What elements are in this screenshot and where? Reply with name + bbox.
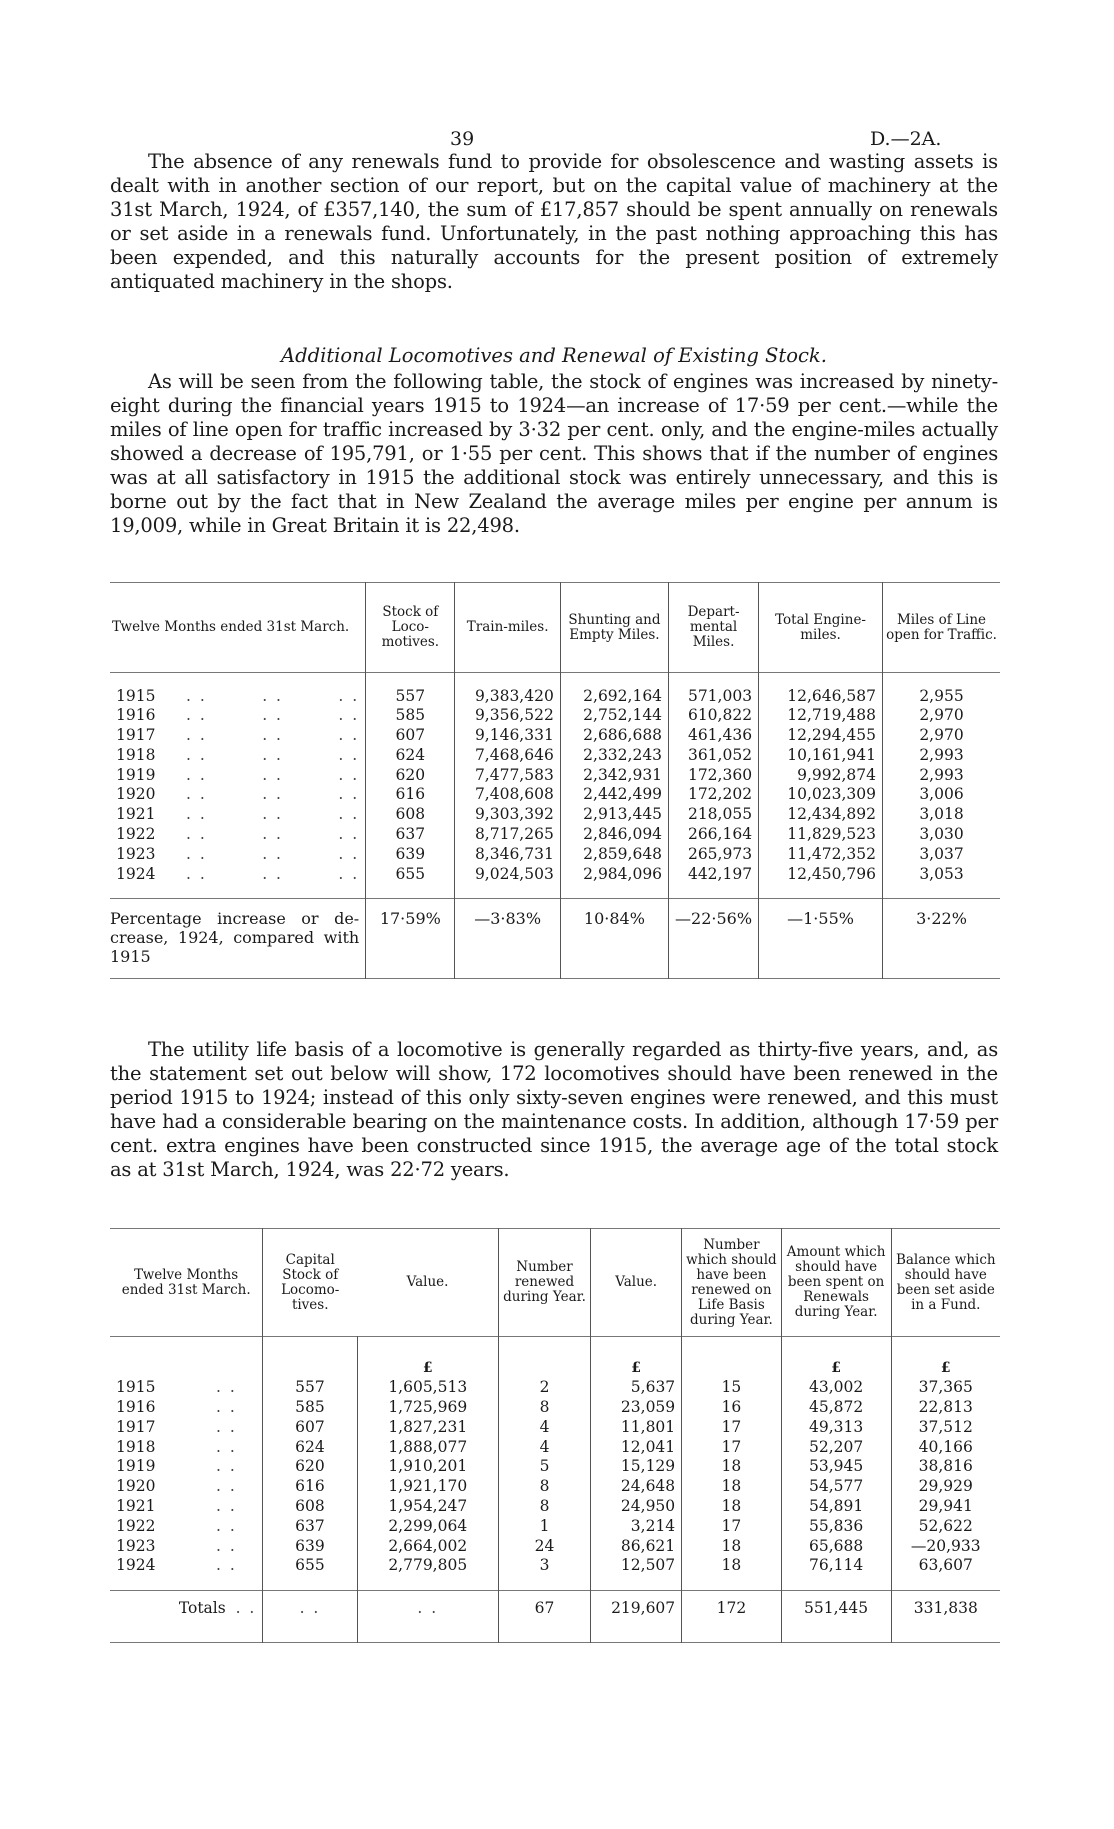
col-header-stock: Stock of Loco-motives.: [366, 583, 455, 673]
pct-shunting: 10·84%: [560, 898, 668, 978]
value-cell: 1,888,077: [357, 1438, 498, 1458]
total-engine-miles-cell: 12,434,892: [759, 805, 883, 825]
leader-dots: . . . . . .: [186, 706, 360, 725]
year-cell: [110, 706, 366, 726]
shunting-cell: 2,846,094: [560, 825, 668, 845]
total-engine-miles-cell: 11,472,352: [759, 845, 883, 865]
amount-cell: 65,688: [781, 1537, 891, 1557]
train-miles-cell: 8,346,731: [455, 845, 560, 865]
total-engine-miles-cell: 12,719,488: [759, 706, 883, 726]
year-label: 1918: [116, 745, 156, 764]
leader-dots: . . . . . .: [186, 745, 360, 764]
total-engine-miles-cell: 12,294,455: [759, 726, 883, 746]
year-label: 1923: [116, 844, 156, 863]
shunting-cell: 2,442,499: [560, 785, 668, 805]
renewed-value-cell: 11,801: [591, 1418, 682, 1438]
miles-of-line-cell: 2,993: [883, 766, 1000, 786]
shunting-cell: 2,692,164: [560, 687, 668, 707]
train-miles-cell: 7,468,646: [455, 746, 560, 766]
capital-stock-cell: 608: [263, 1497, 357, 1517]
leader-dots: . .: [216, 1536, 237, 1555]
value-cell: 1,827,231: [357, 1418, 498, 1438]
year-label: 1916: [116, 706, 156, 725]
table-row: [110, 706, 1000, 726]
year-label: 1916: [116, 1398, 156, 1417]
table-row: [110, 746, 1000, 766]
value-cell: 2,779,805: [357, 1556, 498, 1576]
amount-cell: 76,114: [781, 1556, 891, 1576]
year-label: 1922: [116, 825, 156, 844]
year-label: 1920: [116, 785, 156, 804]
totals-renewed: 67: [498, 1590, 590, 1642]
totals-stock: . .: [263, 1590, 357, 1642]
train-miles-cell: 9,356,522: [455, 706, 560, 726]
capital-stock-cell: 620: [263, 1457, 357, 1477]
year-cell: [110, 726, 366, 746]
departmental-cell: 610,822: [669, 706, 759, 726]
year-label: 1923: [116, 1536, 156, 1555]
capital-stock-cell: 624: [263, 1438, 357, 1458]
stock-cell: 639: [366, 845, 455, 865]
col-header-capital-stock: Capital Stock of Locomo-tives.: [263, 1229, 357, 1337]
table-row: [110, 766, 1000, 786]
leader-dots: . . . . . .: [186, 864, 360, 883]
year-cell: [110, 687, 366, 707]
total-engine-miles-cell: 10,023,309: [759, 785, 883, 805]
departmental-cell: 172,360: [669, 766, 759, 786]
leader-dots: . . . . . .: [186, 844, 360, 863]
shunting-cell: 2,913,445: [560, 805, 668, 825]
should-renew-cell: 15: [682, 1378, 781, 1398]
departmental-cell: 571,003: [669, 687, 759, 707]
renewed-value-cell: 23,059: [591, 1398, 682, 1418]
year-cell: [110, 1398, 263, 1418]
balance-cell: 38,816: [891, 1457, 1000, 1477]
departmental-cell: 361,052: [669, 746, 759, 766]
number-renewed-cell: 5: [498, 1457, 590, 1477]
stock-cell: 616: [366, 785, 455, 805]
should-renew-cell: 18: [682, 1537, 781, 1557]
shunting-cell: 2,686,688: [560, 726, 668, 746]
leader-dots: . .: [216, 1417, 237, 1436]
locomotive-renewals-table: [110, 1228, 1000, 1643]
number-renewed-cell: 2: [498, 1378, 590, 1398]
balance-cell: —20,933: [891, 1537, 1000, 1557]
year-cell: [110, 1438, 263, 1458]
year-cell: [110, 1497, 263, 1517]
leader-dots: . . . . . .: [186, 726, 360, 745]
number-renewed-cell: 1: [498, 1517, 590, 1537]
col-header-year: Twelve Months ended 31st March.: [121, 1266, 251, 1298]
capital-stock-cell: 585: [263, 1398, 357, 1418]
col-header-number-renewed: Number renewed during Year.: [498, 1229, 590, 1337]
should-renew-cell: 18: [682, 1457, 781, 1477]
currency-symbol: £: [781, 1359, 891, 1379]
paragraph-renewals-fund: The absence of any renewals fund to provide for obsolescence and wasting assets is dealt with in another section of our report, but on the capital value of machinery at the 31st March, 1924, of £357,140, the sum of £17,857 should be spent annually on renewals or set aside in a renewals fund. Unfortunately, in the past nothing approaching this has been expended, and this naturally accounts for the present position of extremely antiquated machinery in the shops.: [110, 150, 998, 293]
miles-of-line-cell: 2,970: [883, 726, 1000, 746]
table-row: [110, 1497, 1000, 1517]
paragraph-utility-life: The utility life basis of a locomotive is generally regarded as thirty-five years, and, as the statement set out below will show, 172 locomotives should have been renewed in the period 1915 to 1924; instead of this only sixty-seven engines were renewed, and this must have had a considerable bearing on the maintenance costs. In addition, although 17·59 per cent. extra engines have been constructed since 1915, the average age of the total stock as at 31st March, 1924, was 22·72 years.: [110, 1038, 998, 1181]
year-cell: [110, 1477, 263, 1497]
table-row: [110, 687, 1000, 707]
train-miles-cell: 9,303,392: [455, 805, 560, 825]
departmental-cell: 266,164: [669, 825, 759, 845]
stock-cell: 585: [366, 706, 455, 726]
currency-symbol: £: [891, 1359, 1000, 1379]
pct-total: —1·55%: [759, 898, 883, 978]
totals-label: Totals: [178, 1598, 226, 1617]
year-label: 1922: [116, 1516, 156, 1535]
departmental-cell: 172,202: [669, 785, 759, 805]
total-engine-miles-cell: 11,829,523: [759, 825, 883, 845]
year-label: 1921: [116, 1497, 156, 1516]
value-cell: 2,299,064: [357, 1517, 498, 1537]
balance-cell: 29,929: [891, 1477, 1000, 1497]
should-renew-cell: 18: [682, 1556, 781, 1576]
table-row: [110, 1457, 1000, 1477]
totals-row: [110, 1590, 1000, 1642]
capital-stock-cell: 616: [263, 1477, 357, 1497]
miles-of-line-cell: 3,037: [883, 845, 1000, 865]
year-cell: [110, 746, 366, 766]
totals-should-renew: 172: [682, 1590, 781, 1642]
page-number: 39: [450, 128, 475, 150]
stock-cell: 557: [366, 687, 455, 707]
shunting-cell: 2,984,096: [560, 865, 668, 885]
should-renew-cell: 18: [682, 1497, 781, 1517]
leader-dots: . . . . . .: [186, 805, 360, 824]
should-renew-cell: 17: [682, 1517, 781, 1537]
balance-cell: 40,166: [891, 1438, 1000, 1458]
balance-cell: 52,622: [891, 1517, 1000, 1537]
year-label: 1918: [116, 1437, 156, 1456]
year-cell: [110, 805, 366, 825]
stock-cell: 637: [366, 825, 455, 845]
table-row: [110, 825, 1000, 845]
col-header-miles-of-line: Miles of Line open for Traffic.: [883, 583, 1000, 673]
number-renewed-cell: 8: [498, 1497, 590, 1517]
table-row: [110, 865, 1000, 885]
leader-dots: . . . . . .: [186, 686, 360, 705]
total-engine-miles-cell: 12,646,587: [759, 687, 883, 707]
total-engine-miles-cell: 12,450,796: [759, 865, 883, 885]
year-cell: [110, 1537, 263, 1557]
year-label: 1915: [116, 1378, 156, 1397]
renewed-value-cell: 12,507: [591, 1556, 682, 1576]
amount-cell: 54,891: [781, 1497, 891, 1517]
number-renewed-cell: 8: [498, 1398, 590, 1418]
value-cell: 1,725,969: [357, 1398, 498, 1418]
amount-cell: 52,207: [781, 1438, 891, 1458]
renewed-value-cell: 12,041: [591, 1438, 682, 1458]
shunting-cell: 2,342,931: [560, 766, 668, 786]
departmental-cell: 461,436: [669, 726, 759, 746]
departmental-cell: 265,973: [669, 845, 759, 865]
totals-renewed-value: 219,607: [591, 1590, 682, 1642]
col-header-shunting: Shunting and Empty Miles.: [560, 583, 668, 673]
shunting-cell: 2,332,243: [560, 746, 668, 766]
table-row: [110, 1438, 1000, 1458]
miles-of-line-cell: 2,970: [883, 706, 1000, 726]
train-miles-cell: 8,717,265: [455, 825, 560, 845]
year-label: 1919: [116, 765, 156, 784]
capital-stock-cell: 655: [263, 1556, 357, 1576]
value-cell: 1,910,201: [357, 1457, 498, 1477]
miles-of-line-cell: 3,053: [883, 865, 1000, 885]
year-label: 1924: [116, 1556, 156, 1575]
total-engine-miles-cell: 9,992,874: [759, 766, 883, 786]
pct-stock: 17·59%: [366, 898, 455, 978]
amount-cell: 49,313: [781, 1418, 891, 1438]
departmental-cell: 442,197: [669, 865, 759, 885]
renewed-value-cell: 86,621: [591, 1537, 682, 1557]
year-label: 1919: [116, 1457, 156, 1476]
miles-of-line-cell: 2,955: [883, 687, 1000, 707]
year-label: 1924: [116, 864, 156, 883]
year-cell: [110, 1457, 263, 1477]
departmental-cell: 218,055: [669, 805, 759, 825]
value-cell: 1,921,170: [357, 1477, 498, 1497]
year-cell: [110, 1517, 263, 1537]
amount-cell: 45,872: [781, 1398, 891, 1418]
stock-cell: 608: [366, 805, 455, 825]
year-cell: [110, 1378, 263, 1398]
renewed-value-cell: 24,950: [591, 1497, 682, 1517]
stock-cell: 655: [366, 865, 455, 885]
table-row: [110, 1418, 1000, 1438]
col-header-amount-should-spend: Amount which should have been spent on Renewals during Year.: [781, 1229, 891, 1337]
value-cell: 1,954,247: [357, 1497, 498, 1517]
renewed-value-cell: 3,214: [591, 1517, 682, 1537]
year-label: 1915: [116, 686, 156, 705]
year-cell: [110, 845, 366, 865]
col-header-should-renew: Number which should have been renewed on Life Basis during Year.: [682, 1229, 781, 1337]
totals-amount: 551,445: [781, 1590, 891, 1642]
should-renew-cell: 16: [682, 1398, 781, 1418]
amount-cell: 54,577: [781, 1477, 891, 1497]
capital-stock-cell: 637: [263, 1517, 357, 1537]
year-cell: [110, 1556, 263, 1576]
pct-dept: —22·56%: [669, 898, 759, 978]
train-miles-cell: 9,024,503: [455, 865, 560, 885]
leader-dots: . .: [216, 1457, 237, 1476]
col-header-departmental: Depart-mental Miles.: [669, 583, 759, 673]
year-label: 1917: [116, 726, 156, 745]
pct-train: —3·83%: [455, 898, 560, 978]
year-cell: [110, 825, 366, 845]
year-cell: [110, 766, 366, 786]
pct-line: 3·22%: [883, 898, 1000, 978]
section-title: Additional Locomotives and Renewal of Existing Stock.: [281, 344, 827, 367]
train-miles-cell: 7,477,583: [455, 766, 560, 786]
leader-dots: . .: [216, 1477, 237, 1496]
document-reference: D.—2A.: [870, 128, 942, 150]
renewed-value-cell: 24,648: [591, 1477, 682, 1497]
train-miles-cell: 7,408,608: [455, 785, 560, 805]
leader-dots: . .: [235, 1598, 257, 1617]
train-miles-cell: 9,383,420: [455, 687, 560, 707]
should-renew-cell: 17: [682, 1418, 781, 1438]
totals-balance: 331,838: [891, 1590, 1000, 1642]
renewed-value-cell: 5,637: [591, 1378, 682, 1398]
year-label: 1921: [116, 805, 156, 824]
leader-dots: . .: [216, 1378, 237, 1397]
shunting-cell: 2,859,648: [560, 845, 668, 865]
balance-cell: 37,365: [891, 1378, 1000, 1398]
leader-dots: . .: [216, 1516, 237, 1535]
leader-dots: . . . . . .: [186, 825, 360, 844]
capital-stock-cell: 639: [263, 1537, 357, 1557]
col-header-renewed-value: Value.: [591, 1229, 682, 1337]
year-cell: [110, 1418, 263, 1438]
shunting-cell: 2,752,144: [560, 706, 668, 726]
amount-cell: 53,945: [781, 1457, 891, 1477]
year-label: 1917: [116, 1417, 156, 1436]
leader-dots: . .: [216, 1437, 237, 1456]
miles-of-line-cell: 2,993: [883, 746, 1000, 766]
number-renewed-cell: 4: [498, 1418, 590, 1438]
table-row: [110, 1378, 1000, 1398]
renewed-value-cell: 15,129: [591, 1457, 682, 1477]
table-row: [110, 1398, 1000, 1418]
balance-cell: 29,941: [891, 1497, 1000, 1517]
table-row: [110, 785, 1000, 805]
miles-of-line-cell: 3,030: [883, 825, 1000, 845]
should-renew-cell: 17: [682, 1438, 781, 1458]
leader-dots: . . . . . .: [186, 785, 360, 804]
total-engine-miles-cell: 10,161,941: [759, 746, 883, 766]
value-cell: 2,664,002: [357, 1537, 498, 1557]
table-row: [110, 1517, 1000, 1537]
year-cell: [110, 865, 366, 885]
stock-cell: 624: [366, 746, 455, 766]
col-header-total-engine-miles: Total Engine-miles.: [759, 583, 883, 673]
table-row: [110, 726, 1000, 746]
balance-cell: 63,607: [891, 1556, 1000, 1576]
leader-dots: . .: [216, 1556, 237, 1575]
capital-stock-cell: 607: [263, 1418, 357, 1438]
table-row: [110, 805, 1000, 825]
col-header-value: Value.: [406, 1274, 449, 1290]
table-row: [110, 1556, 1000, 1576]
locomotive-mileage-table: [110, 582, 1000, 979]
table-row: [110, 845, 1000, 865]
year-label: 1920: [116, 1477, 156, 1496]
percentage-change-row: [110, 898, 1000, 978]
stock-cell: 620: [366, 766, 455, 786]
amount-cell: 43,002: [781, 1378, 891, 1398]
leader-dots: . .: [216, 1497, 237, 1516]
stock-cell: 607: [366, 726, 455, 746]
balance-cell: 22,813: [891, 1398, 1000, 1418]
table-row: [110, 1477, 1000, 1497]
value-cell: 1,605,513: [357, 1378, 498, 1398]
amount-cell: 55,836: [781, 1517, 891, 1537]
currency-symbol: £: [591, 1359, 682, 1379]
paragraph-stock-increase: As will be seen from the following table, the stock of engines was increased by ninety-eight during the financial years 1915 to 1924—an increase of 17·59 per cent.—while the miles of line open for traffic increased by 3·32 per cent. only, and the engine-miles actually showed a decrease of 195,791, or 1·55 per cent. This shows that if the number of engines was at all satisfactory in 1915 the additional stock was entirely unnecessary, and this is borne out by the fact that in New Zealand the average miles per engine per annum is 19,009, while in Great Britain it is 22,498.: [110, 370, 998, 537]
number-renewed-cell: 3: [498, 1556, 590, 1576]
train-miles-cell: 9,146,331: [455, 726, 560, 746]
miles-of-line-cell: 3,006: [883, 785, 1000, 805]
should-renew-cell: 18: [682, 1477, 781, 1497]
number-renewed-cell: 24: [498, 1537, 590, 1557]
balance-cell: 37,512: [891, 1418, 1000, 1438]
pct-label: Percentage increase or de-crease, 1924, compared with 1915: [110, 908, 360, 966]
capital-stock-cell: 557: [263, 1378, 357, 1398]
leader-dots: . .: [216, 1398, 237, 1417]
year-cell: [110, 785, 366, 805]
number-renewed-cell: 4: [498, 1438, 590, 1458]
col-header-balance: Balance which should have been set aside in a Fund.: [891, 1229, 1000, 1337]
leader-dots: . . . . . .: [186, 765, 360, 784]
table-row: [110, 1537, 1000, 1557]
col-header-train-miles: Train-miles.: [455, 583, 560, 673]
miles-of-line-cell: 3,018: [883, 805, 1000, 825]
number-renewed-cell: 8: [498, 1477, 590, 1497]
col-header-year: Twelve Months ended 31st March.: [112, 619, 350, 635]
totals-value: . .: [357, 1590, 498, 1642]
currency-symbol: £: [357, 1359, 498, 1379]
